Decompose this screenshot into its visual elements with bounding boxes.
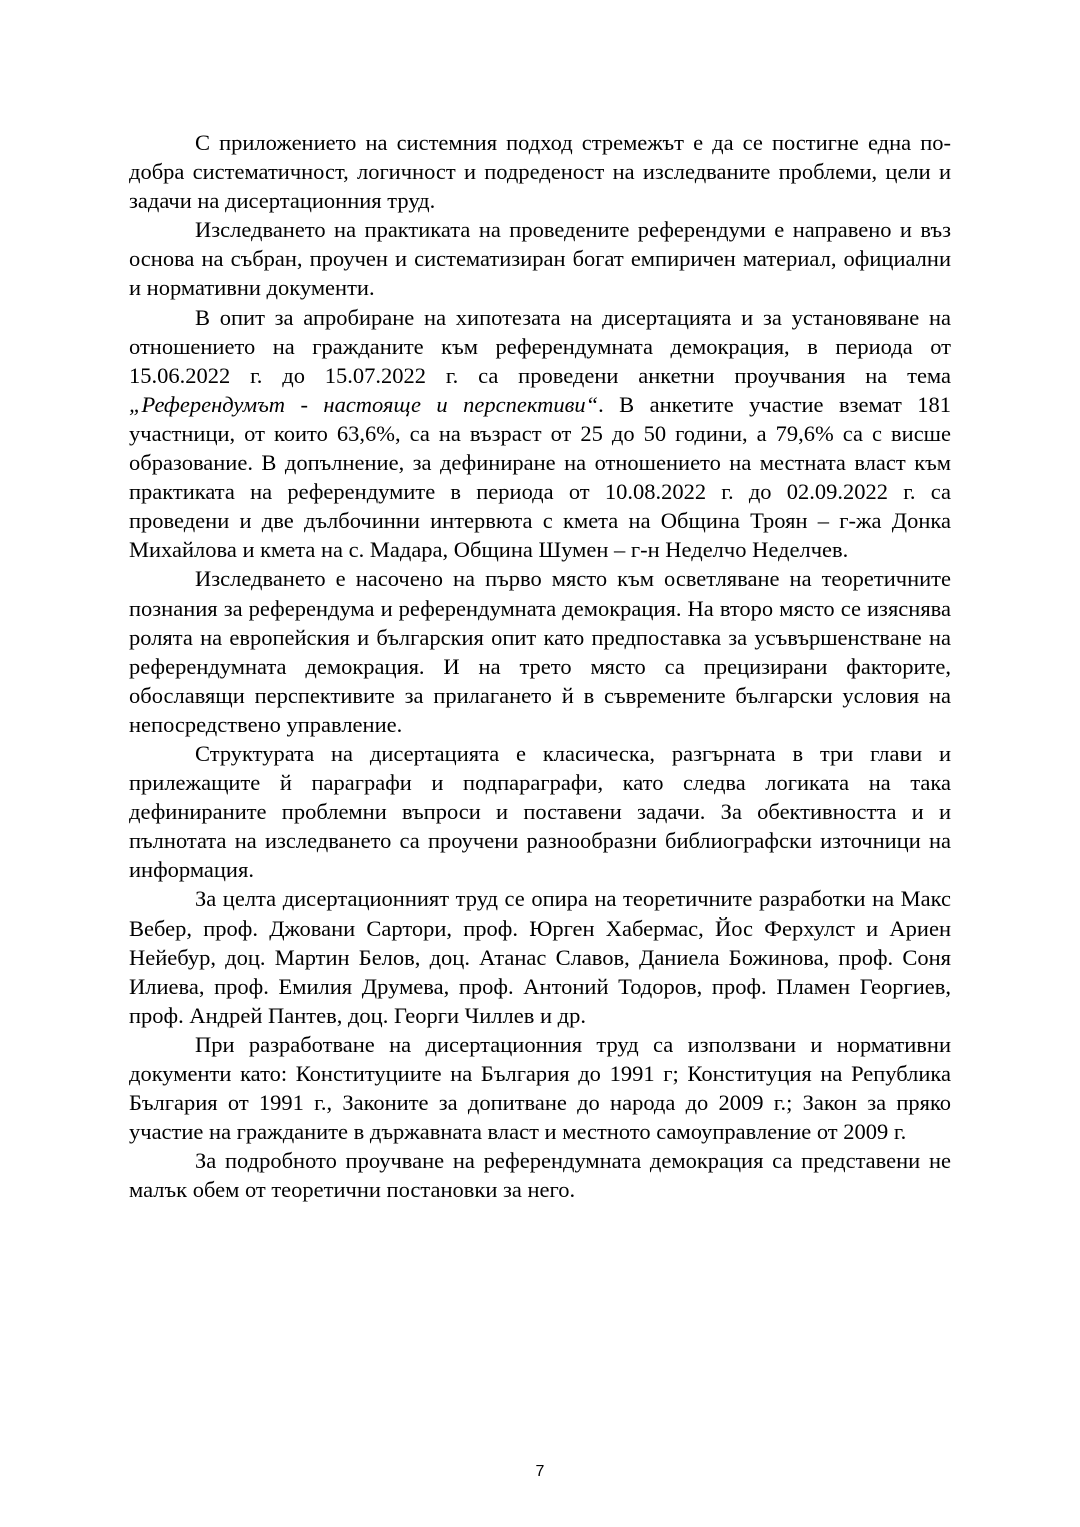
- paragraph-normative-documents: При разработване на дисертационния труд са използвани и нормативни документи като: Конституциите на България до 1991 г; Конституция на Република България от 1991 г., Законите за допитване до народа до 2009 г.; Закон за пряко участие на гражданите в държавната власт и местното самоуправление от 2009 г.: [129, 1031, 951, 1145]
- survey-text-start: В опит за апробиране на хипотезата на дисертацията и за установяване на отношението на гражданите към референдумната демокрация, в периода от 15.06.2022 г. до 15.07.2022 г. са проведени анкетни проучвания на тема: [129, 304, 951, 388]
- survey-title-italic: „Референдумът - настояще и перспективи“: [129, 391, 599, 417]
- paragraph-structure: Структурата на дисертацията е класическа, разгърната в три глави и прилежащите й параграфи и подпараграфи, като следва логиката на така дефинираните проблемни въпроси и поставени задачи. За обективността и и пълнотата на изследването са проучени разнообразни библиографски източници на информация.: [129, 740, 951, 883]
- survey-text-end: . В анкетите участие вземат 181 участници, от които 63,6%, са на възраст от 25 до 50 години, а 79,6% са с висше образование. В допълнение, за дефиниране на отношението на местната власт към практиката на референдумите в периода от 10.08.2022 г. до 02.09.2022 г. са проведени и две дълбочинни интервюта с кмета на Община Троян – г-жа Донка Михайлова и кмета на с. Мадара, Община Шумен – г-н Неделчо Неделчев.: [129, 391, 951, 563]
- paragraph-theoretical-volume: За подробното проучване на референдумната демокрация са представени не малък обем от теоретични постановки за него.: [129, 1148, 951, 1203]
- document-body: [129, 128, 951, 1204]
- page-number: 7: [535, 1463, 545, 1480]
- paragraph-method: С приложението на системния подход стремежът е да се постигне една по-добра систематичност, логичност и подреденост на изследваните проблеми, цели и задачи на дисертационния труд.: [129, 130, 951, 214]
- paragraph-practice: Изследването на практиката на проведените референдуми е направено и въз основа на събран, проучен и систематизиран богат емпиричен материал, официални и нормативни документи.: [129, 217, 951, 301]
- paragraph-survey: [129, 303, 951, 565]
- paragraph-theorists: За целта дисертационният труд се опира на теоретичните разработки на Макс Вебер, проф. Джовани Сартори, проф. Юрген Хабермас, Йос Ферхулст и Ариен Нейебур, доц. Мартин Белов, доц. Атанас Славов, Даниела Божинова, проф. Соня Илиева, проф. Емилия Друмева, проф. Антоний Тодоров, проф. Пламен Георгиев, проф. Андрей Пантев, доц. Георги Чиллев и др.: [129, 886, 951, 1028]
- paragraph-focus: Изследването е насочено на първо място към осветляване на теоретичните познания за референдума и референдумната демокрация. На второ място се изяснява ролята на европейския и българския опит като предпоставка за усъвършенстване на референдумната демокрация. И на трето място са прецизирани факторите, обославящи перспективите за прилагането й в съвремените български условия на непосредствено управление.: [129, 566, 951, 737]
